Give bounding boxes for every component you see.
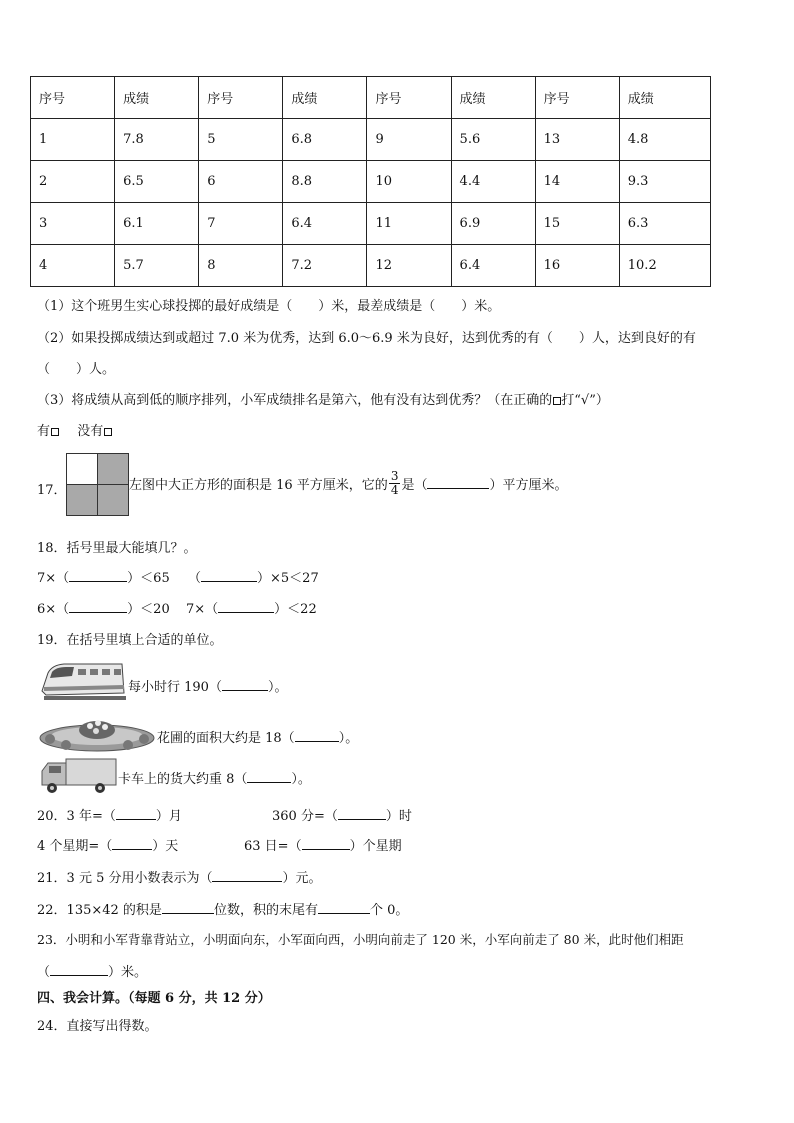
q20-item-d: [244, 835, 402, 854]
table-header-cell: 序号: [535, 77, 619, 119]
q17-text: [129, 468, 567, 498]
q18-c-suffix: ）＜20: [127, 602, 170, 617]
q20-item-c: [37, 835, 178, 854]
table-cell: 6.5: [115, 161, 199, 203]
q19-title: 19．在括号里填上合适的单位。: [37, 633, 223, 648]
q22-text-b: 位数，积的末尾有: [213, 903, 318, 918]
q21-suffix: ）元。: [282, 871, 322, 886]
table-cell: 16: [535, 245, 619, 287]
q19-train-text: 每小时行 190（: [128, 680, 222, 695]
table-cell: 4: [31, 245, 115, 287]
q16-part3-end: 打“√”）: [561, 393, 609, 408]
answer-blank[interactable]: [302, 838, 350, 850]
q19-train-item: [128, 676, 287, 695]
q18-item-b: [188, 567, 319, 586]
q18-d-suffix: ）＜22: [274, 602, 317, 617]
answer-blank[interactable]: [69, 570, 127, 582]
q18-a-prefix: 7×（: [37, 571, 70, 586]
train-icon: [38, 659, 128, 705]
table-row: [31, 161, 711, 203]
q17-text-a: 左图中大正方形的面积是 16 平方厘米，它的: [129, 477, 388, 493]
table-header-row: [31, 77, 711, 119]
answer-blank[interactable]: [69, 601, 127, 613]
table-cell: 6.9: [451, 203, 535, 245]
q22-text-c: 个 0。: [369, 903, 409, 918]
q21-text: 21．3 元 5 分用小数表示为（: [37, 871, 213, 886]
table-cell: 4.4: [451, 161, 535, 203]
q17-number: 17．: [37, 483, 67, 498]
answer-blank[interactable]: [247, 771, 291, 783]
table-cell: 7.8: [115, 119, 199, 161]
q16-options: [37, 420, 112, 439]
q20-a-prefix: 20．3 年=（: [37, 809, 116, 824]
option-no-checkbox[interactable]: [104, 428, 112, 436]
option-yes-label: 有: [37, 424, 51, 439]
q20-c-prefix: 4 个星期=（: [37, 839, 113, 854]
q18-d-prefix: 7×（: [186, 602, 219, 617]
table-cell: 6.3: [619, 203, 710, 245]
q19-garden-item: [157, 727, 358, 746]
q20-a-suffix: ）月: [155, 809, 182, 824]
q16-part3-text: （3）将成绩从高到低的顺序排列，小军成绩排名是第六，他有没有达到优秀？（在正确的: [37, 393, 553, 408]
score-table: [30, 76, 711, 287]
answer-blank[interactable]: [318, 902, 370, 914]
option-yes-checkbox[interactable]: [51, 428, 59, 436]
q19-truck-suffix: ）。: [291, 772, 311, 787]
table-header-cell: 成绩: [619, 77, 710, 119]
option-no-label: 没有: [77, 424, 104, 439]
q22-text-a: 22．135×42 的积是: [37, 903, 162, 918]
answer-blank[interactable]: [222, 679, 268, 691]
table-header-cell: 序号: [367, 77, 451, 119]
table-cell: 8: [199, 245, 283, 287]
table-cell: 5: [199, 119, 283, 161]
table-cell: 11: [367, 203, 451, 245]
square-grid-figure: [66, 453, 129, 516]
table-cell: 6: [199, 161, 283, 203]
table-header-cell: 成绩: [283, 77, 367, 119]
table-cell: 15: [535, 203, 619, 245]
q20-c-suffix: ）天: [152, 839, 179, 854]
q20-b-suffix: ）时: [385, 809, 412, 824]
table-cell: 5.7: [115, 245, 199, 287]
answer-blank[interactable]: [116, 808, 156, 820]
q20-item-b: [272, 805, 412, 824]
q21: [37, 867, 322, 886]
answer-blank[interactable]: [50, 964, 108, 976]
q19-garden-suffix: ）。: [338, 731, 359, 746]
q22: [37, 899, 408, 918]
table-cell: 6.4: [283, 203, 367, 245]
table-row: [31, 245, 711, 287]
table-header-cell: 序号: [31, 77, 115, 119]
table-cell: 2: [31, 161, 115, 203]
q17-text-c: ）平方厘米。: [489, 477, 568, 493]
answer-blank[interactable]: [212, 870, 282, 882]
answer-blank[interactable]: [201, 570, 257, 582]
q16-part3: [37, 389, 609, 408]
q18-b-prefix: （: [188, 571, 202, 586]
q18-title: 18．括号里最大能填几？。: [37, 541, 197, 556]
answer-blank[interactable]: [112, 838, 152, 850]
answer-blank[interactable]: [218, 601, 274, 613]
q16-part2-line2: （ ）人。: [37, 362, 116, 377]
table-cell: 3: [31, 203, 115, 245]
fraction-denominator: 4: [390, 482, 399, 497]
q18-item-c: [37, 598, 170, 617]
q24: 24．直接写出得数。: [37, 1019, 158, 1034]
q18-c-prefix: 6×（: [37, 602, 70, 617]
fraction-numerator: 3: [390, 468, 399, 483]
q16-part2-line1: （2）如果投掷成绩达到或超过 7.0 米为优秀，达到 6.0～6.9 米为良好，达到优秀的有（ ）人，达到良好的有: [37, 331, 696, 346]
q20-d-suffix: ）个星期: [349, 839, 402, 854]
table-cell: 7.2: [283, 245, 367, 287]
q19-train-suffix: ）。: [267, 680, 288, 695]
q18-b-suffix: ）×5＜27: [257, 571, 319, 586]
q20-item-a: [37, 805, 182, 824]
table-cell: 12: [367, 245, 451, 287]
answer-blank[interactable]: [295, 730, 339, 742]
table-cell: 10: [367, 161, 451, 203]
table-row: [31, 119, 711, 161]
table-cell: 9: [367, 119, 451, 161]
answer-blank[interactable]: [162, 902, 214, 914]
q20-b-prefix: 360 分=（: [272, 809, 338, 824]
q19-truck-item: [118, 768, 311, 787]
table-cell: 6.4: [451, 245, 535, 287]
q23-suffix: ）米。: [108, 965, 148, 980]
table-cell: 9.3: [619, 161, 710, 203]
table-cell: 5.6: [451, 119, 535, 161]
fraction: [389, 470, 401, 497]
answer-blank[interactable]: [427, 477, 489, 489]
table-cell: 6.1: [115, 203, 199, 245]
answer-blank[interactable]: [338, 808, 386, 820]
q19-garden-text: 花圃的面积大约是 18（: [157, 731, 295, 746]
table-cell: 7: [199, 203, 283, 245]
table-cell: 14: [535, 161, 619, 203]
table-cell: 13: [535, 119, 619, 161]
q18-item-d: [186, 598, 317, 617]
table-header-cell: 序号: [199, 77, 283, 119]
q17-text-b: 是（: [401, 477, 428, 493]
table-row: [31, 203, 711, 245]
q23-line1: 23．小明和小军背靠背站立，小明面向东，小军面向西，小明向前走了 120 米，小军向前走了 80 米，此时他们相距: [37, 932, 684, 947]
q20-d-prefix: 63 日=（: [244, 839, 302, 854]
flower-garden-icon: [38, 712, 156, 754]
q18-a-suffix: ）＜65: [127, 571, 170, 586]
table-cell: 1: [31, 119, 115, 161]
q19-truck-text: 卡车上的货大约重 8（: [118, 772, 248, 787]
table-cell: 10.2: [619, 245, 710, 287]
section-heading: 四、我会计算。（每题 6 分，共 12 分）: [37, 991, 271, 1006]
table-cell: 6.8: [283, 119, 367, 161]
truck-icon: [38, 757, 118, 797]
q16-part1: （1）这个班男生实心球投掷的最好成绩是（ ）米，最差成绩是（ ）米。: [37, 299, 501, 314]
q18-item-a: [37, 567, 170, 586]
table-cell: 8.8: [283, 161, 367, 203]
q23-prefix: （: [37, 965, 51, 980]
table-cell: 4.8: [619, 119, 710, 161]
table-header-cell: 成绩: [451, 77, 535, 119]
table-header-cell: 成绩: [115, 77, 199, 119]
q23-line2: [37, 961, 147, 980]
